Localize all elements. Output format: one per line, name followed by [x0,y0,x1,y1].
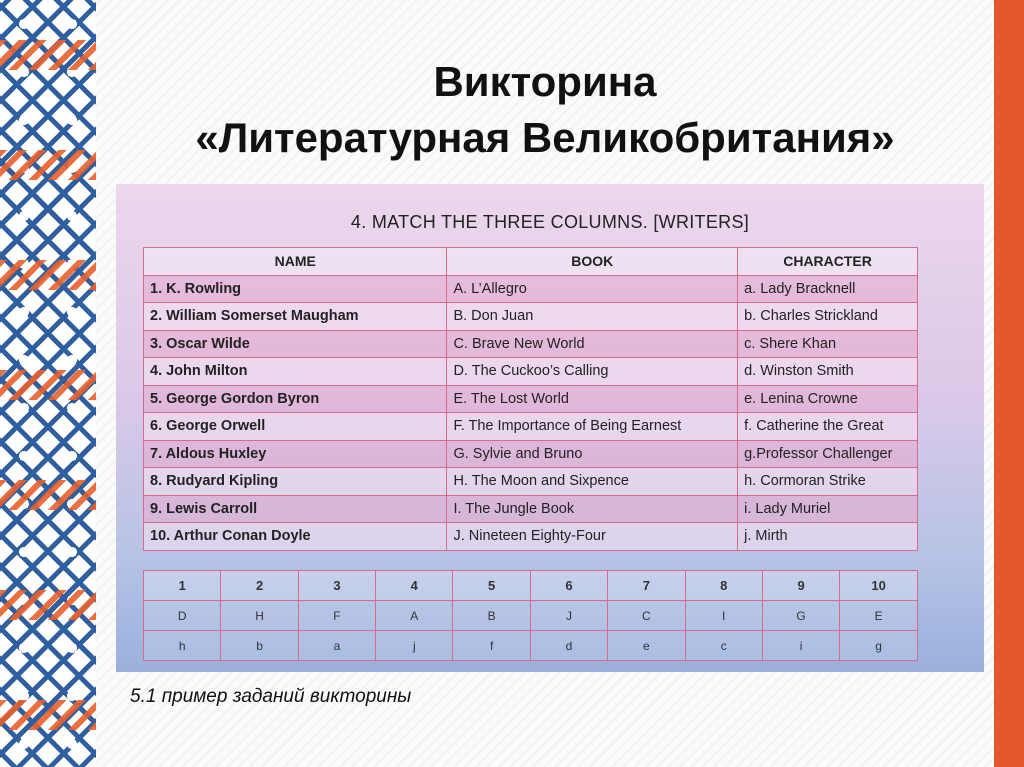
answer-number: 3 [298,571,375,601]
book-title: F. The Importance of Being Earnest [447,413,738,441]
table-row [144,330,918,358]
book-title: A. L’Allegro [447,275,738,303]
book-title: E. The Lost World [447,385,738,413]
answer-characters-row [144,631,918,661]
book-title: C. Brave New World [447,330,738,358]
left-ornament-border [0,0,96,767]
answer-number: 8 [685,571,762,601]
answer-book: G [762,601,839,631]
match-table [143,247,918,551]
answer-number: 6 [530,571,607,601]
answer-book: I [685,601,762,631]
character-name: d. Winston Smith [738,358,918,386]
slide-caption: 5.1 пример заданий викторины [130,686,412,707]
answer-book: A [376,601,453,631]
answer-character: h [144,631,221,661]
writer-name: 4. John Milton [144,358,447,386]
title-line-1: Викторина [433,58,657,105]
answer-book: H [221,601,298,631]
answer-number: 2 [221,571,298,601]
answer-book: B [453,601,530,631]
writer-name: 7. Aldous Huxley [144,440,447,468]
answer-character: g [840,631,918,661]
answer-number: 5 [453,571,530,601]
answer-books-row [144,601,918,631]
task-heading: 4. MATCH THE THREE COLUMNS. [WRITERS] [350,212,750,232]
answer-number: 4 [376,571,453,601]
answer-book: J [530,601,607,631]
character-name: g.Professor Challenger [738,440,918,468]
table-row [144,440,918,468]
table-row [144,303,918,331]
writer-name: 1. K. Rowling [144,275,447,303]
right-accent-bar [994,0,1024,767]
character-name: b. Charles Strickland [738,303,918,331]
answer-character: e [608,631,685,661]
answer-character: c [685,631,762,661]
writer-name: 10. Arthur Conan Doyle [144,523,447,551]
table-row [144,358,918,386]
table-row [144,523,918,551]
answer-book: E [840,601,918,631]
answer-book: D [144,601,221,631]
book-title: D. The Cuckoo’s Calling [447,358,738,386]
book-title: J. Nineteen Eighty-Four [447,523,738,551]
character-name: a. Lady Bracknell [738,275,918,303]
answer-character: f [453,631,530,661]
answer-character: d [530,631,607,661]
title-line-2: «Литературная Великобритания» [195,114,895,161]
slide-title [96,54,994,166]
answer-character: a [298,631,375,661]
writer-name: 8. Rudyard Kipling [144,468,447,496]
book-title: I. The Jungle Book [447,495,738,523]
table-row [144,385,918,413]
book-title: B. Don Juan [447,303,738,331]
column-header-character: CHARACTER [738,248,918,276]
table-header-row [144,248,918,276]
answer-key-table [143,570,918,661]
character-name: h. Cormoran Strike [738,468,918,496]
table-row [144,495,918,523]
answer-character: i [762,631,839,661]
character-name: j. Mirth [738,523,918,551]
answer-book: F [298,601,375,631]
answer-character: b [221,631,298,661]
writer-name: 3. Oscar Wilde [144,330,447,358]
book-title: G. Sylvie and Bruno [447,440,738,468]
column-header-book: BOOK [447,248,738,276]
column-header-name: NAME [144,248,447,276]
answer-book: C [608,601,685,631]
character-name: f. Catherine the Great [738,413,918,441]
writer-name: 5. George Gordon Byron [144,385,447,413]
writer-name: 9. Lewis Carroll [144,495,447,523]
answer-numbers-row [144,571,918,601]
answer-number: 7 [608,571,685,601]
answer-number: 10 [840,571,918,601]
character-name: c. Shere Khan [738,330,918,358]
answer-number: 1 [144,571,221,601]
table-row [144,275,918,303]
character-name: e. Lenina Crowne [738,385,918,413]
table-row [144,413,918,441]
writer-name: 2. William Somerset Maugham [144,303,447,331]
quiz-image [116,184,984,672]
book-title: H. The Moon and Sixpence [447,468,738,496]
answer-character: j [376,631,453,661]
character-name: i. Lady Muriel [738,495,918,523]
writer-name: 6. George Orwell [144,413,447,441]
table-row [144,468,918,496]
answer-number: 9 [762,571,839,601]
